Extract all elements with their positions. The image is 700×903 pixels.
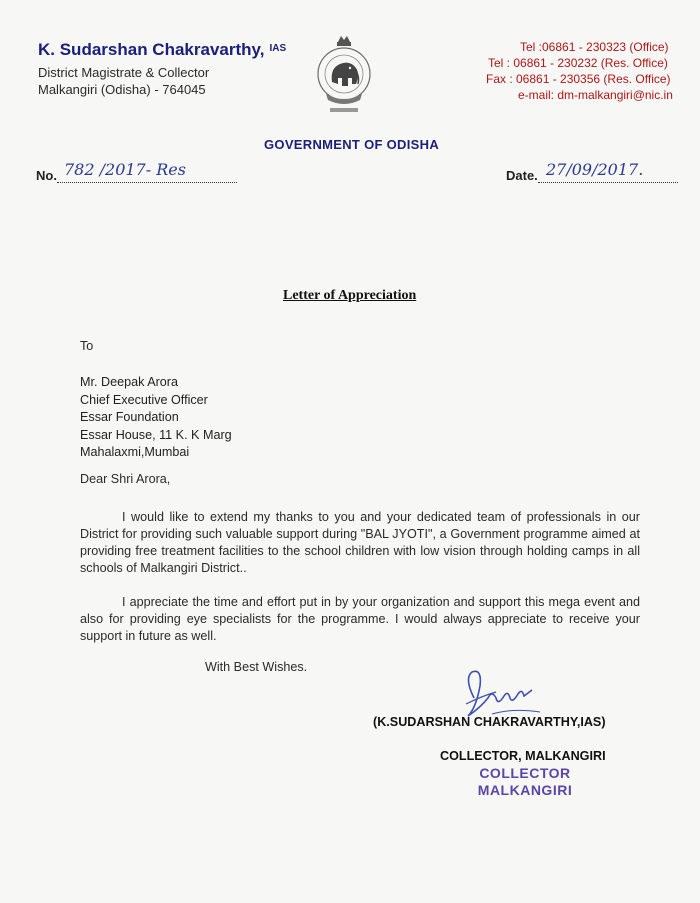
salutation: Dear Shri Arora,: [80, 472, 171, 486]
date-handwritten: 27/09/2017.: [546, 160, 644, 179]
signatory-name: (K.SUDARSHAN CHAKRAVARTHY,IAS): [373, 715, 606, 729]
contact-email: e-mail: dm-malkangiri@nic.in: [518, 88, 673, 102]
contact-fax: Fax : 06861 - 230356 (Res. Office): [486, 72, 671, 86]
stamp-line-1: COLLECTOR: [479, 765, 571, 781]
to-label: To: [80, 339, 94, 353]
recipient-line: Chief Executive Officer: [80, 392, 208, 407]
contact-tel-res: Tel : 06861 - 230232 (Res. Office): [488, 56, 668, 70]
stamp-line-2: MALKANGIRI: [477, 782, 573, 798]
contact-tel-office: Tel :06861 - 230323 (Office): [520, 40, 669, 54]
letter-title: Letter of Appreciation: [283, 288, 417, 303]
odisha-emblem-icon: [308, 34, 380, 122]
recipient-line: Mahalaxmi,Mumbai: [80, 445, 190, 460]
sender-suffix: IAS: [269, 43, 287, 54]
government-heading: GOVERNMENT OF ODISHA: [264, 137, 440, 152]
reference-number-label: No.: [36, 168, 57, 183]
date-label: Date.: [506, 168, 538, 183]
recipient-line: Essar Foundation: [80, 410, 179, 425]
sender-designation: District Magistrate & Collector: [38, 65, 210, 80]
sender-location: Malkangiri (Odisha) - 764045: [38, 82, 206, 97]
official-stamp: [460, 765, 590, 799]
body-paragraph-2: I appreciate the time and effort put in by your organization and support this mega event and also for providing eye specialists for the programme. I would always appreciate to receive your support in future as well.: [80, 595, 640, 643]
body-paragraph-1: I would like to extend my thanks to you and your dedicated team of professionals in our District for providing such valuable support during "BAL JYOTI", a Government programme aimed at providing free treatment facilities to the school children with low vision through holding camps in all schools of Malkangiri District..: [80, 510, 640, 575]
signatory-title: COLLECTOR, MALKANGIRI: [440, 749, 606, 763]
recipient-line: Mr. Deepak Arora: [80, 375, 178, 389]
recipient-address: [80, 374, 232, 462]
reference-number-handwritten: 782 /2017- Res: [64, 160, 186, 179]
recipient-line: Essar House, 11 K. K Marg: [80, 427, 232, 442]
sender-name: K. Sudarshan Chakravarthy, $^{IAS}$: [38, 40, 287, 59]
sender-designation-block: [38, 64, 209, 98]
closing: With Best Wishes.: [205, 660, 308, 674]
